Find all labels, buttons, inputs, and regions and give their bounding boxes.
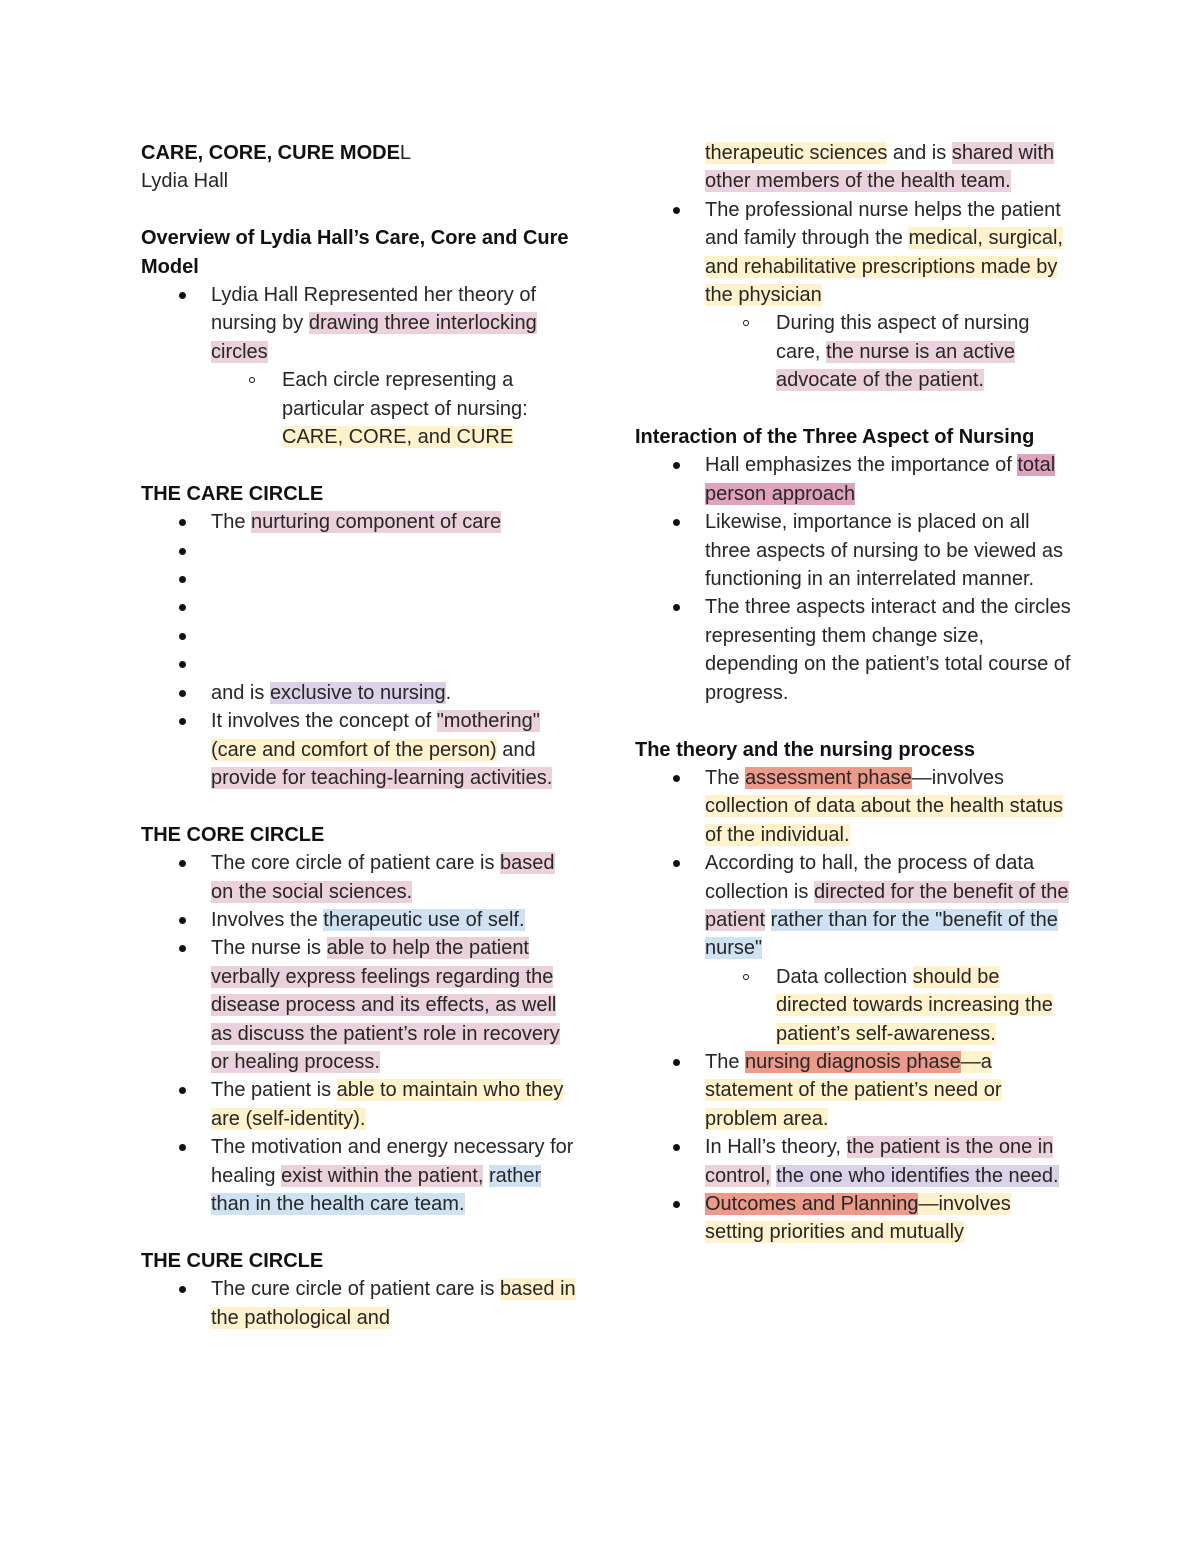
list-item xyxy=(635,196,1075,310)
list-item xyxy=(141,849,581,906)
highlight: Outcomes and Planning xyxy=(705,1193,919,1215)
text: The motivation and energy necessary for healing xyxy=(211,1136,574,1187)
highlight: shared with other members of the health team. xyxy=(705,142,1055,193)
text: . xyxy=(445,681,452,704)
text: Data collection xyxy=(776,965,913,988)
text: The professional nurse helps the patient and family through the xyxy=(705,198,1061,250)
interaction-list xyxy=(635,451,1075,707)
text: Each circle representing a particular aspect of nursing: xyxy=(282,369,528,420)
spacer xyxy=(141,451,581,479)
text: During this aspect of nursing care, xyxy=(776,312,1030,363)
cure-list-continued xyxy=(635,196,1075,395)
highlight: nurturing component of care xyxy=(251,511,502,534)
list-item xyxy=(141,1076,581,1133)
highlight: based in the pathological and xyxy=(211,1278,576,1329)
text: In Hall’s theory, xyxy=(705,1136,847,1159)
care-circle-heading: THE CARE CIRCLE xyxy=(141,482,324,505)
list-item xyxy=(635,1048,1075,1133)
spacer xyxy=(141,1218,581,1246)
list-item xyxy=(141,281,581,366)
highlight: rather than in the health care team. xyxy=(211,1164,542,1215)
text: —involves xyxy=(911,766,1005,789)
document-subtitle: Lydia Hall xyxy=(141,170,229,193)
highlight: able to maintain who they are (self-identity). xyxy=(211,1079,564,1130)
text: and xyxy=(496,738,536,761)
overview-list xyxy=(141,281,581,451)
right-column xyxy=(635,139,1075,1247)
text: The core circle of patient care is xyxy=(211,852,501,875)
list-item xyxy=(635,1133,1075,1190)
list-item xyxy=(141,679,581,707)
text: According to hall, the process of data collection is xyxy=(705,852,1035,903)
highlight: CARE, CORE, and CURE xyxy=(282,426,514,449)
spacer xyxy=(141,196,581,224)
empty-list-item xyxy=(141,593,581,621)
text: Lydia Hall Represented her theory of nursing by xyxy=(211,284,536,335)
process-list xyxy=(635,764,1075,1247)
highlight: able to help the patient verbally express feelings regarding the disease process and its effects, as well as discuss the patient’s role in recovery or healing process. xyxy=(211,937,560,1073)
highlight: collection of data about the health status of the individual. xyxy=(705,795,1064,846)
highlight: the one who identifies the need. xyxy=(776,1164,1059,1187)
highlight: rather than for the "benefit of the nurse" xyxy=(705,908,1058,960)
text xyxy=(765,909,771,931)
list-item: Likewise, importance is placed on all three aspects of nursing to be viewed as functioning in an interrelated manner. xyxy=(635,508,1075,593)
highlight: therapeutic sciences xyxy=(705,142,888,164)
list-item xyxy=(635,451,1075,508)
text: and is xyxy=(211,681,270,704)
list-item xyxy=(141,906,581,934)
list-item xyxy=(141,1275,581,1332)
list-item xyxy=(635,1190,1075,1247)
highlight: based on the social sciences. xyxy=(211,852,555,903)
spacer xyxy=(635,395,1075,423)
left-column xyxy=(141,139,581,1332)
empty-list-item xyxy=(141,650,581,678)
list-item xyxy=(141,508,581,536)
empty-list-item xyxy=(141,622,581,650)
highlight: assessment phase xyxy=(745,766,912,789)
list-item xyxy=(635,849,1075,963)
overview-heading: Overview of Lydia Hall’s Care, Core and Cure Model xyxy=(141,227,569,278)
text: The xyxy=(705,1050,746,1073)
text: and is xyxy=(887,142,952,164)
text: The cure circle of patient care is xyxy=(211,1278,501,1301)
sub-list-item xyxy=(141,366,581,451)
list-item: The three aspects interact and the circles representing them change size, depending on the patient’s total course of progress. xyxy=(635,593,1075,707)
core-circle-heading: THE CORE CIRCLE xyxy=(141,823,325,846)
empty-list-item xyxy=(141,565,581,593)
highlight: exist within the patient, xyxy=(281,1164,484,1187)
list-item xyxy=(141,707,581,792)
highlight: therapeutic use of self. xyxy=(323,908,525,931)
text: Involves the xyxy=(211,908,324,931)
text: The patient is xyxy=(211,1079,337,1102)
highlight: drawing three interlocking circles xyxy=(211,312,537,363)
spacer xyxy=(635,707,1075,735)
list-item xyxy=(635,764,1075,849)
list-item xyxy=(141,1133,581,1218)
title-main: CARE, CORE, CURE MODE xyxy=(141,142,400,164)
highlight: the patient is the one in control, xyxy=(705,1136,1054,1187)
text: Hall emphasizes the importance of xyxy=(705,454,1018,477)
empty-list-item xyxy=(141,537,581,565)
highlight: nursing diagnosis phase xyxy=(745,1050,961,1073)
list-item xyxy=(141,934,581,1076)
care-list xyxy=(141,508,581,792)
text: It involves the concept of xyxy=(211,710,437,733)
highlight: should be directed towards increasing the patient’s self-awareness. xyxy=(776,965,1053,1045)
highlight: directed for the benefit of the patient xyxy=(705,880,1069,931)
highlight: (care and comfort of the person) xyxy=(211,738,497,761)
sub-list-item xyxy=(635,309,1075,394)
highlight: total person approach xyxy=(705,454,1056,505)
cure-circle-heading: THE CURE CIRCLE xyxy=(141,1249,324,1272)
text: The xyxy=(705,766,746,789)
highlight: "mothering" xyxy=(436,710,540,733)
highlight: —involves setting priorities and mutually xyxy=(705,1193,1011,1244)
document-title xyxy=(141,139,581,167)
core-list xyxy=(141,849,581,1218)
highlight: —a statement of the patient’s need or problem area. xyxy=(705,1050,1002,1130)
cure-list xyxy=(141,1275,581,1332)
process-heading: The theory and the nursing process xyxy=(635,738,976,761)
text: The nurse is xyxy=(211,937,327,960)
highlight: medical, surgical, and rehabilitative prescriptions made by the physician xyxy=(705,227,1063,307)
interaction-heading: Interaction of the Three Aspect of Nursing xyxy=(635,426,1035,449)
highlight: provide for teaching-learning activities. xyxy=(211,766,553,789)
highlight: exclusive to nursing xyxy=(269,681,446,704)
continued-text xyxy=(635,139,1075,196)
text: The xyxy=(211,511,252,534)
spacer xyxy=(141,792,581,820)
title-end: L xyxy=(399,142,412,164)
highlight: the nurse is an active advocate of the patient. xyxy=(776,340,1016,392)
sub-list-item xyxy=(635,963,1075,1048)
